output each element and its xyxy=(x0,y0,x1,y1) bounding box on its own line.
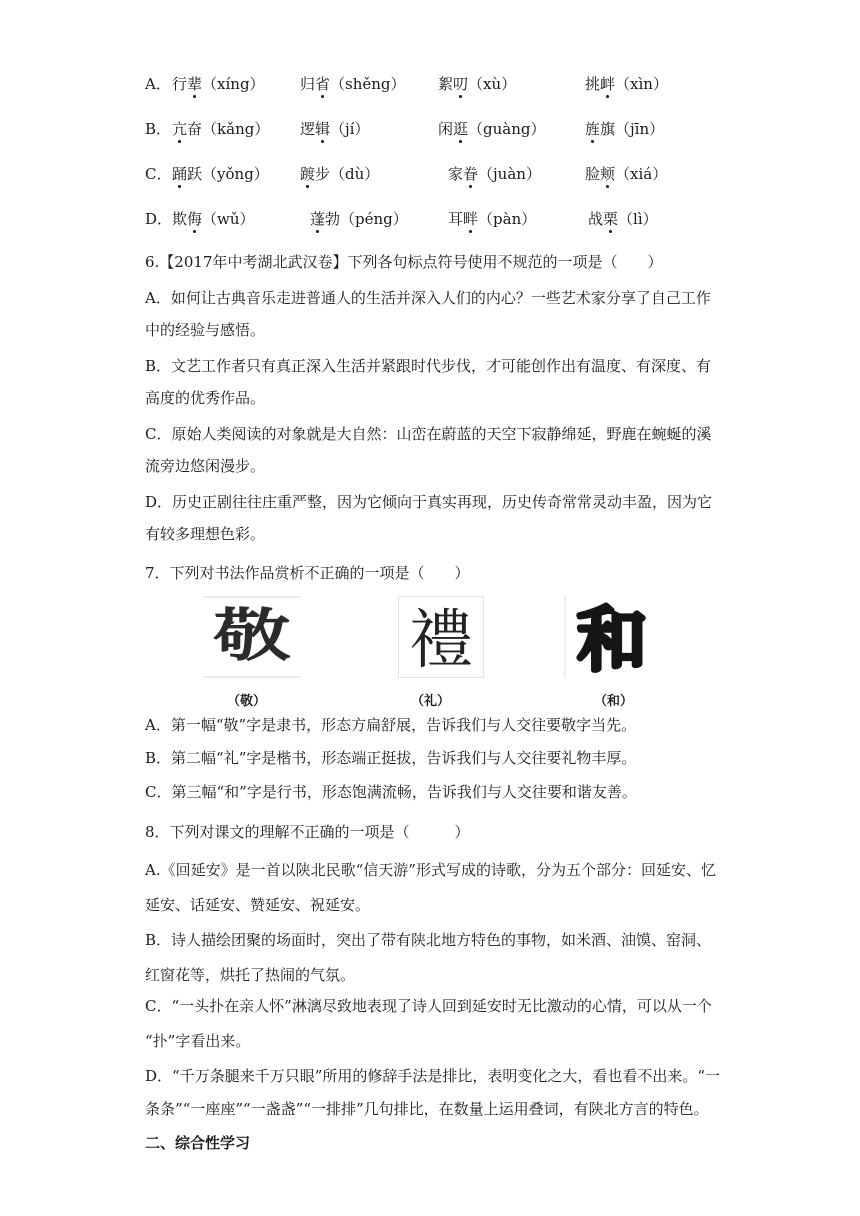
dotted-char: 辑 xyxy=(315,120,331,138)
pinyin: （lì） xyxy=(618,210,658,228)
option-label: D． xyxy=(145,210,173,228)
pinyin: （péng） xyxy=(340,210,408,228)
q8-option-d-line2: 条条”“一座座”“一盏盏”“一排排”几句排比，在数量上运用叠词，有陕北方言的特色。 xyxy=(145,1100,709,1118)
q8-option-a-line1: A.《回延安》是一首以陕北民歌“信天游”形式写成的诗歌，分为五个部分：回延安、忆 xyxy=(145,861,716,879)
calligraphy-char-jing: 敬 xyxy=(213,602,291,670)
pinyin: （pàn） xyxy=(478,210,537,228)
option-label: A． xyxy=(145,75,171,93)
pinyin: （guàng） xyxy=(468,120,546,138)
word-item: 踊跃（yǒng） xyxy=(172,165,269,183)
q7-option-b: B．第二幅“礼”字是楷书，形态端正挺拔，告诉我们与人交往要礼物丰厚。 xyxy=(145,749,637,767)
dotted-char: 旌 xyxy=(585,120,601,138)
section-heading: 二、综合性学习 xyxy=(145,1134,251,1152)
word-item: 欺侮（wǔ） xyxy=(172,210,255,228)
q8-option-d-line1: D．“千万条腿来千万只眼”所用的修辞手法是排比，表明变化之大，看也看不出来。“一 xyxy=(145,1067,721,1085)
dotted-char: 衅 xyxy=(600,75,616,93)
pinyin: （yǒng） xyxy=(202,165,269,183)
dotted-char: 省 xyxy=(315,75,331,93)
pinyin: （shěng） xyxy=(330,75,406,93)
pinyin: （xiá） xyxy=(615,165,668,183)
dotted-char: 畔 xyxy=(463,210,479,228)
q6-option-c-line2: 流旁边悠闲漫步。 xyxy=(145,457,266,475)
pinyin: （xíng） xyxy=(202,75,265,93)
dotted-char: 颊 xyxy=(600,165,616,183)
word-item: 脸颊（xiá） xyxy=(585,165,668,183)
q6-option-b-line1: B．文艺工作者只有真正深入生活并紧跟时代步伐，才可能创作出有温度、有深度、有 xyxy=(145,357,712,375)
q5-option-d xyxy=(145,209,745,229)
q5-option-c xyxy=(145,164,745,184)
dotted-char: 亢 xyxy=(172,120,188,138)
option-label: C． xyxy=(145,165,172,183)
dotted-char: 栗 xyxy=(603,210,619,228)
dotted-char: 踊 xyxy=(172,165,188,183)
calligraphy-caption-li: （礼） xyxy=(411,694,451,709)
word-item: 挑衅（xìn） xyxy=(585,75,668,93)
word-item: 蓬勃（péng） xyxy=(310,210,408,228)
q8-option-c-line2: “扑”字看出来。 xyxy=(145,1032,251,1050)
q8-stem: 8．下列对课文的理解不正确的一项是（ ） xyxy=(145,823,470,841)
q7-option-c: C．第三幅“和”字是行书，形态饱满流畅，告诉我们与人交往要和谐友善。 xyxy=(145,783,637,801)
option-label: B． xyxy=(145,120,172,138)
calligraphy-jing-image xyxy=(203,596,301,678)
word-item: 亢奋（kǎng） xyxy=(172,120,270,138)
calligraphy-li-image xyxy=(398,596,484,678)
calligraphy-char-li: 禮 xyxy=(409,604,473,678)
pinyin: （juàn） xyxy=(478,165,541,183)
pinyin: （jí） xyxy=(330,120,370,138)
word-item: 絮叨（xù） xyxy=(438,75,517,93)
q6-option-d-line2: 有较多理想色彩。 xyxy=(145,525,266,543)
q8-option-b-line2: 红窗花等，烘托了热闹的气氛。 xyxy=(145,966,356,984)
dotted-char: 蓬 xyxy=(310,210,326,228)
dotted-char: 踱 xyxy=(300,165,316,183)
dotted-char: 眷 xyxy=(463,165,479,183)
word-item: 耳畔（pàn） xyxy=(448,210,537,228)
pinyin: （xù） xyxy=(468,75,517,93)
word-item: 行辈（xíng） xyxy=(172,75,265,93)
q7-stem: 7．下列对书法作品赏析不正确的一项是（ ） xyxy=(145,564,470,582)
pinyin: （xìn） xyxy=(615,75,668,93)
pinyin: （wǔ） xyxy=(202,210,255,228)
word-item: 归省（shěng） xyxy=(300,75,406,93)
dotted-char: 辈 xyxy=(187,75,203,93)
dotted-char: 逛 xyxy=(453,120,469,138)
q6-option-a-line2: 中的经验与感悟。 xyxy=(145,321,266,339)
q5-option-b xyxy=(145,119,745,139)
q8-option-b-line1: B．诗人描绘团聚的场面时，突出了带有陕北地方特色的事物，如米酒、油馍、窑洞、 xyxy=(145,931,712,949)
calligraphy-char-he: 和 xyxy=(577,599,647,678)
q6-option-d-line1: D．历史正剧往往庄重严整，因为它倾向于真实再现，历史传奇常常灵动丰盈，因为它 xyxy=(145,493,713,511)
dotted-char: 侮 xyxy=(187,210,203,228)
pinyin: （jīn） xyxy=(615,120,665,138)
pinyin: （dù） xyxy=(330,165,380,183)
word-item: 闲逛（guàng） xyxy=(438,120,546,138)
word-item: 旌旗（jīn） xyxy=(585,120,665,138)
q5-option-a xyxy=(145,74,745,94)
calligraphy-he-image xyxy=(564,596,660,678)
dotted-char: 叨 xyxy=(453,75,469,93)
q8-option-c-line1: C．“一头扑在亲人怀”淋漓尽致地表现了诗人回到延安时无比激动的心情，可以从一个 xyxy=(145,997,712,1015)
calligraphy-caption-he: （和） xyxy=(594,694,634,709)
q6-stem: 6.【2017年中考湖北武汉卷】下列各句标点符号使用不规范的一项是（ ） xyxy=(145,253,663,271)
q6-option-b-line2: 高度的优秀作品。 xyxy=(145,389,266,407)
q7-option-a: A．第一幅“敬”字是隶书，形态方扁舒展，告诉我们与人交往要敬字当先。 xyxy=(145,716,637,734)
pinyin: （kǎng） xyxy=(202,120,270,138)
calligraphy-caption-jing: （敬） xyxy=(227,694,267,709)
word-item: 战栗（lì） xyxy=(588,210,658,228)
word-item: 逻辑（jí） xyxy=(300,120,370,138)
q6-option-c-line1: C．原始人类阅读的对象就是大自然：山峦在蔚蓝的天空下寂静绵延，野鹿在蜿蜒的溪 xyxy=(145,425,712,443)
word-item: 家眷（juàn） xyxy=(448,165,541,183)
q8-option-a-line2: 延安、话延安、赞延安、祝延安。 xyxy=(145,896,371,914)
q6-option-a-line1: A．如何让古典音乐走进普通人的生活并深入人们的内心？一些艺术家分享了自己工作 xyxy=(145,289,711,307)
word-item: 踱步（dù） xyxy=(300,165,380,183)
